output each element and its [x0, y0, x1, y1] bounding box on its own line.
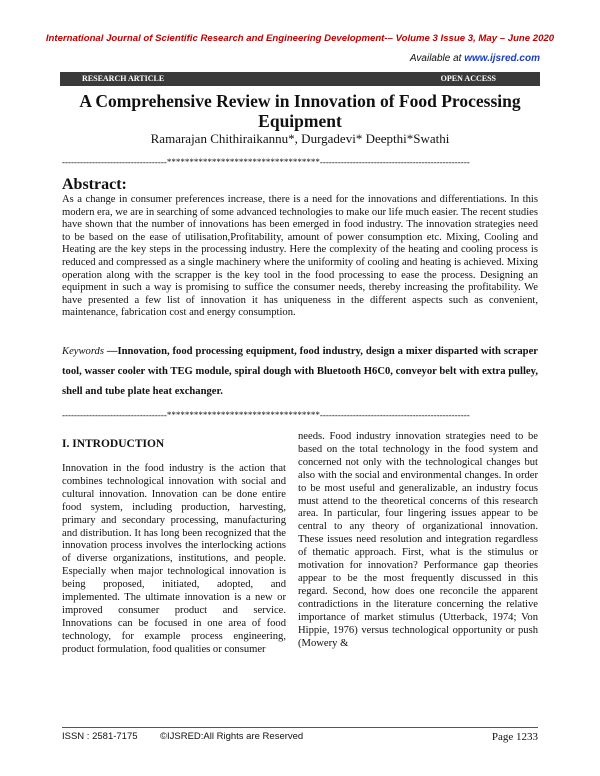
article-type-bar	[60, 72, 540, 86]
footer-issn: ISSN : 2581-7175	[62, 731, 138, 742]
paper-authors: Ramarajan Chithiraikannu*, Durgadevi* Deepthi*Swathi	[150, 131, 450, 146]
journal-header: International Journal of Scientific Research and Engineering Development-– Volume 3 Issue 3, May – June 2020	[45, 33, 555, 44]
keywords-label: Keywords	[62, 346, 104, 357]
footer-copyright: ©IJSRED:All Rights are Reserved	[160, 731, 304, 742]
separator-top: -----------------------------------**********************************--------------------------------------------------	[62, 157, 470, 167]
keywords-block	[62, 342, 538, 402]
separator-bottom: -----------------------------------**********************************--------------------------------------------------	[62, 410, 470, 420]
open-access-label: OPEN ACCESS	[440, 74, 496, 83]
footer-page-number: Page 1233	[491, 731, 538, 743]
introduction-heading: I. INTRODUCTION	[62, 438, 165, 450]
availability-line	[410, 53, 540, 64]
article-type-label: RESEARCH ARTICLE	[82, 74, 165, 83]
introduction-column-right: needs. Food industry innovation strategies need to be based on the total technology in the food system and concerned not only with the technological changes but also with the social and environmental changes. In order to be most useful and generalizable, an industry focus must attend to the theoretical concerns of this research area. In particular, four lingering issues appear to be central to any theory of organizational innovation. These issues need resolution and integration regardless of thematic approach. First, what is the stimulus or motivation for innovation? Performance gap theories appear to be the most frequently discussed in this regard. Second, how does one reconcile the apparent contradictions in the literature concerning the relative importance of market stimulus (Utterback, 1974; Von Hippie, 1976) versus technological opportunity or push (Mowery &	[298, 431, 538, 649]
journal-url-link[interactable]: www.ijsred.com	[464, 53, 540, 64]
footer-divider	[62, 727, 538, 728]
keywords-text: —Innovation, food processing equipment, food industry, design a mixer disparted with scraper tool, wasser cooler with TEG module, spiral dough with Bluetooth H6C0, conveyor belt with extra pulley, shell and tube plate heat exchanger.	[62, 346, 538, 397]
paper-title: A Comprehensive Review in Innovation of Food Processing Equipment	[79, 91, 521, 131]
abstract-heading: Abstract:	[62, 176, 127, 193]
available-prefix: Available at	[409, 53, 462, 64]
abstract-text: As a change in consumer preferences increase, there is a need for the innovations and differentiations. In this modern era, we are in searching of some advanced technologies to make our life much easier. The recent studies have shown that the number of innovations has been emerged in food industry. The innovation strategies need to be based on the ease of utilisation,Profitability, amount of power consumption etc. Mixing, Cooling and Heating are the key steps in the processing industry. Here the complexity of the heating and cooling process is reduced and compressed as a single machinery where the uniformity of cooling and heating is achieved. Mixing operation along with the scrapper is the key tool in the food processing to ease the process. Designing an equipment in such a way is promising to suffice the consumer needs, thereby increasing the profitability. We have presented a few list of innovation it has uniqueness in the different aspects such as convenient, maintenance, fabrication cost and energy consumption.	[62, 194, 538, 319]
introduction-column-left: Innovation in the food industry is the action that combines technological innovation with social and cultural innovation. Innovation can be done entire food system, including production, harvesting, primary and secondary processing, manufacturing and distribution. It has long been recognized that the innovation process involves the interlocking actions of diverse organizations, institutions, and people. Especially when major technological innovation is being proposed, initiated, adopted, and implemented. The ultimate innovation is a new or improved consumer product and service. Innovations can be focused in one area of food technology, for example process engineering, product formulation, food qualities or consumer	[62, 463, 286, 655]
